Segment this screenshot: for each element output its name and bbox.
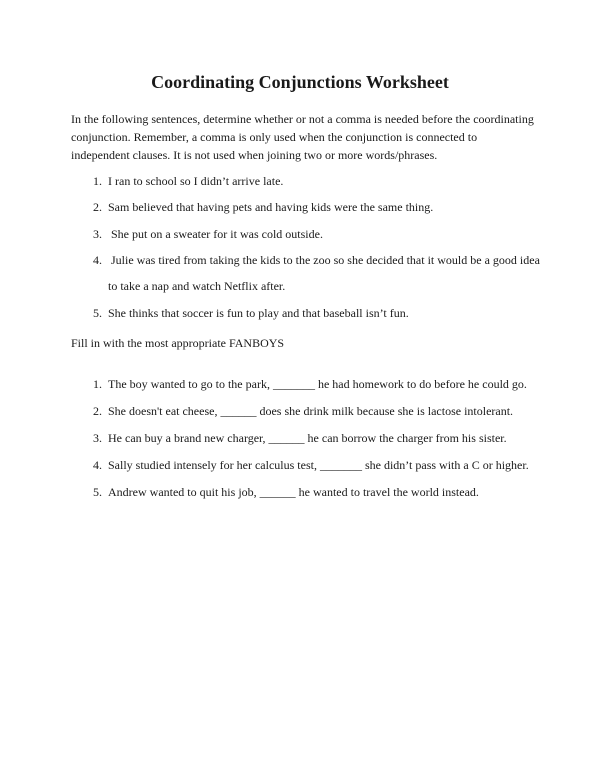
item-text: Sally studied intensely for her calculus test, _______ she didn’t pass with a C or higher.: [108, 458, 529, 472]
item-number: 5.: [93, 485, 102, 499]
item-number: 2.: [93, 200, 102, 214]
item-number: 4.: [93, 253, 102, 267]
item-text: The boy wanted to go to the park, _______ he had homework to do before he could go.: [108, 377, 527, 391]
item-text: I ran to school so I didn’t arrive late.: [108, 174, 284, 188]
item-text: He can buy a brand new charger, ______ he can borrow the charger from his sister.: [108, 431, 507, 445]
item-text: She put on a sweater for it was cold outside.: [108, 227, 323, 241]
item-number: 2.: [93, 404, 102, 418]
instructions-line-3: independent clauses. It is not used when joining two or more words/phrases.: [71, 148, 438, 162]
item-text: Sam believed that having pets and having kids were the same thing.: [108, 200, 434, 214]
item-text: She doesn't eat cheese, ______ does she drink milk because she is lactose intolerant.: [108, 404, 514, 418]
item-text-continuation: to take a nap and watch Netflix after.: [108, 279, 286, 293]
item-number: 5.: [93, 306, 102, 320]
instructions-line-1: In the following sentences, determine whether or not a comma is needed before the coordinating: [71, 112, 534, 126]
page-title: Coordinating Conjunctions Worksheet: [151, 72, 449, 92]
item-number: 4.: [93, 458, 102, 472]
item-number: 1.: [93, 377, 102, 391]
item-text: Julie was tired from taking the kids to the zoo so she decided that it would be a good idea: [108, 253, 540, 267]
item-text: Andrew wanted to quit his job, ______ he wanted to travel the world instead.: [108, 485, 479, 499]
instructions-paragraph: [71, 110, 551, 164]
section-heading: Fill in with the most appropriate FANBOYS: [71, 336, 285, 350]
item-text: She thinks that soccer is fun to play and that baseball isn’t fun.: [108, 306, 409, 320]
item-number: 3.: [93, 431, 102, 445]
item-number: 3.: [93, 227, 102, 241]
instructions-line-2: conjunction. Remember, a comma is only used when the conjunction is connected to: [71, 130, 478, 144]
item-number: 1.: [93, 174, 102, 188]
